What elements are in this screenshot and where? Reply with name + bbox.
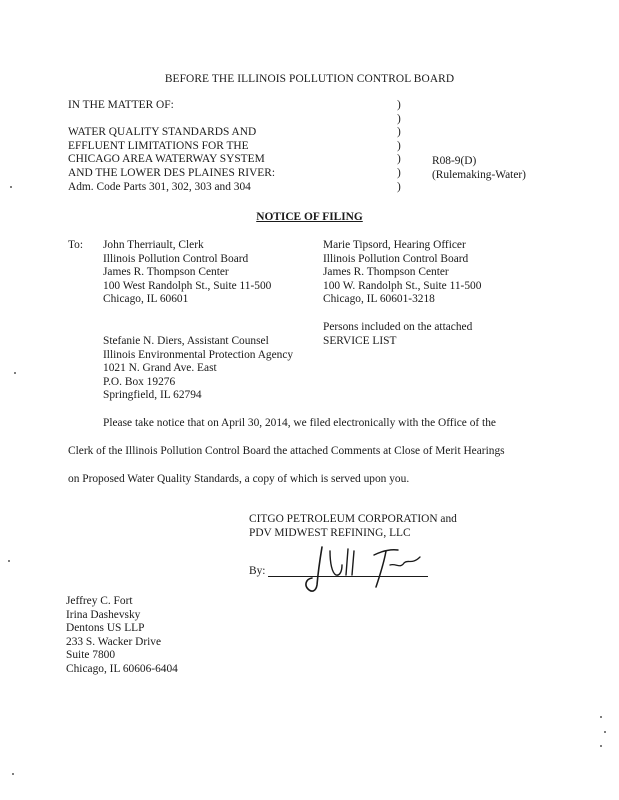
board-heading: BEFORE THE ILLINOIS POLLUTION CONTROL BOARD (164, 73, 455, 85)
attorney-line: Dentons US LLP (66, 622, 145, 635)
caption-spacer (68, 112, 275, 126)
to-label: To: (68, 239, 84, 251)
attorney-block (66, 594, 178, 676)
attorney-line: Irina Dashevsky (66, 608, 141, 621)
caption-line: AND THE LOWER DES PLAINES RIVER: (68, 166, 276, 179)
recipient-service-list (323, 320, 472, 347)
address-line: James R. Thompson Center (103, 266, 229, 279)
recipient-assistant-counsel (103, 334, 293, 402)
address-line: Persons included on the attached (323, 321, 473, 333)
address-line: Stefanie N. Diers, Assistant Counsel (103, 335, 269, 347)
caption-line: WATER QUALITY STANDARDS AND (68, 126, 257, 139)
signer-line: CITGO PETROLEUM CORPORATION and (249, 513, 457, 525)
signer-line: PDV MIDWEST REFINING, LLC (249, 526, 411, 539)
caption-parentheses (397, 98, 401, 193)
address-line: SERVICE LIST (323, 334, 397, 347)
paren: ) (397, 112, 401, 125)
recipient-hearing-officer (323, 238, 481, 306)
address-line: 100 West Randolph St., Suite 11-500 (103, 279, 272, 292)
paren: ) (397, 99, 401, 111)
address-line: 100 W. Randolph St., Suite 11-500 (323, 279, 482, 292)
scan-speck (604, 731, 606, 733)
paren: ) (397, 126, 401, 139)
attorney-line: Chicago, IL 60606-6404 (66, 662, 178, 675)
attorney-line: Suite 7800 (66, 649, 116, 662)
notice-title: NOTICE OF FILING (256, 211, 363, 223)
address-line: Illinois Environmental Protection Agency (103, 348, 294, 361)
caption-line: Adm. Code Parts 301, 302, 303 and 304 (68, 180, 251, 193)
body-line: on Proposed Water Quality Standards, a copy of which is served upon you. (68, 473, 410, 485)
recipient-clerk (103, 238, 271, 306)
address-line: Illinois Pollution Control Board (103, 252, 249, 265)
attorney-line: Jeffrey C. Fort (66, 595, 133, 607)
scan-speck (600, 745, 602, 747)
docket-number: R08-9(D) (432, 155, 477, 167)
address-line: James R. Thompson Center (323, 266, 449, 279)
by-label: By: (249, 565, 266, 577)
paren: ) (397, 166, 401, 179)
scan-speck (10, 186, 12, 188)
scan-speck (8, 560, 10, 562)
scan-speck (600, 716, 602, 718)
caption-line: EFFLUENT LIMITATIONS FOR THE (68, 139, 249, 152)
body-line: Clerk of the Illinois Pollution Control Board the attached Comments at Close of Merit Hearings (68, 445, 505, 457)
paren: ) (397, 180, 401, 193)
scan-speck (14, 372, 16, 374)
matter-label: IN THE MATTER OF: (68, 99, 174, 111)
paren: ) (397, 139, 401, 152)
signer-block (249, 512, 457, 539)
body-line: Please take notice that on April 30, 2014, we filed electronically with the Office of the (103, 417, 496, 429)
caption-line: CHICAGO AREA WATERWAY SYSTEM (68, 153, 265, 166)
address-line: Chicago, IL 60601-3218 (323, 293, 435, 306)
attorney-line: 233 S. Wacker Drive (66, 635, 162, 648)
docket-type: (Rulemaking-Water) (432, 168, 526, 181)
scan-speck (12, 773, 14, 775)
address-line: P.O. Box 19276 (103, 375, 176, 388)
matter-caption (68, 98, 275, 193)
address-line: John Therriault, Clerk (103, 239, 204, 251)
address-line: Marie Tipsord, Hearing Officer (323, 239, 466, 251)
handwritten-signature (300, 545, 430, 595)
address-line: Chicago, IL 60601 (103, 293, 189, 306)
address-line: 1021 N. Grand Ave. East (103, 362, 217, 375)
address-line: Illinois Pollution Control Board (323, 252, 469, 265)
address-line: Springfield, IL 62794 (103, 389, 202, 402)
paren: ) (397, 153, 401, 166)
docket-block (432, 154, 526, 181)
